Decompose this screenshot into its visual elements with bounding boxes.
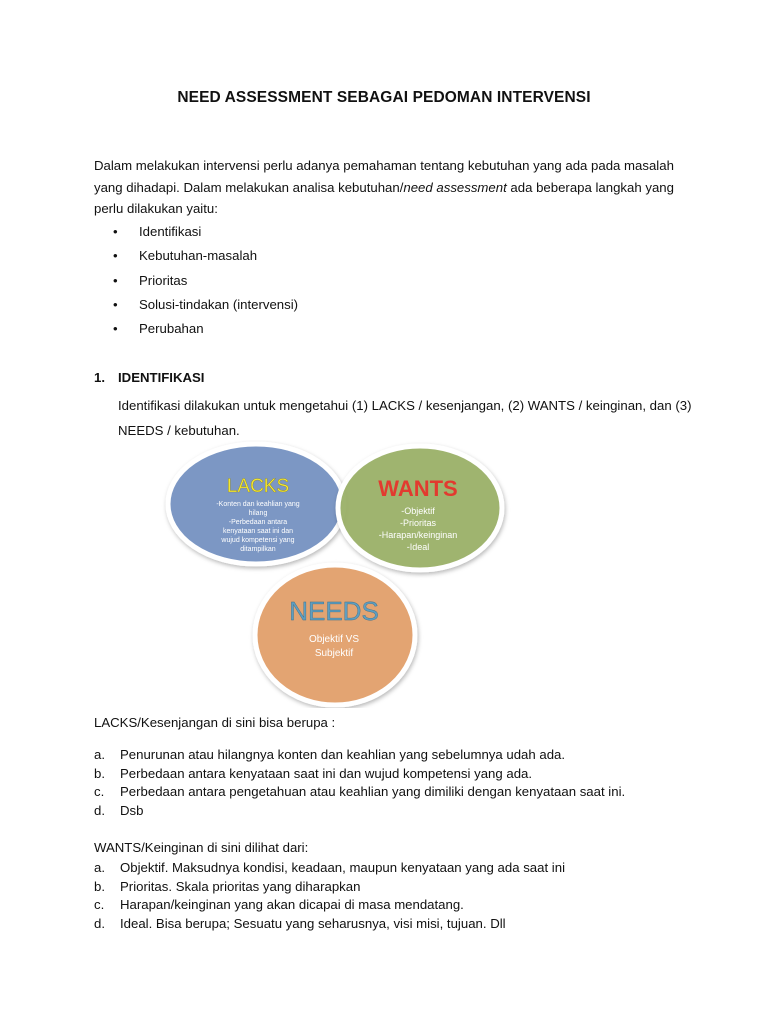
venn-lacks-line: -Konten dan keahlian yang	[216, 501, 300, 508]
steps-list	[113, 222, 298, 343]
list-item: • Solusi-tindakan (intervensi)	[113, 295, 298, 319]
list-item: • Perubahan	[113, 319, 298, 343]
bullet-icon: •	[113, 248, 118, 264]
bullet-icon: •	[113, 321, 118, 337]
intro-text-1: Dalam melakukan intervensi perlu adanya pemahaman tentang kebutuhan yang ada pada masalah yang dihadapi. Dalam melakukan analisa kebutuhan/	[94, 158, 674, 195]
list-item: • Kebutuhan-masalah	[113, 246, 298, 270]
venn-needs-line: Objektif VS	[308, 634, 360, 645]
venn-lacks-label: LACKS	[226, 476, 290, 497]
list-item: d. Ideal. Bisa berupa; Sesuatu yang seharusnya, visi misi, tujuan. Dll	[94, 915, 506, 931]
section-body: Identifikasi dilakukan untuk mengetahui (1) LACKS / kesenjangan, (2) WANTS / keinginan, dan (3) NEEDS / kebutuhan.	[118, 398, 692, 438]
list-item: c. Harapan/keinginan yang akan dicapai di masa mendatang.	[94, 897, 464, 912]
intro-paragraph	[94, 155, 694, 220]
bullet-icon: •	[113, 272, 118, 288]
list-item: a. Penurunan atau hilangnya konten dan keahlian yang sebelumnya udah ada.	[94, 747, 566, 762]
wants-heading: WANTS/Keinginan di sini dilihat dari:	[94, 840, 309, 855]
list-item: b. Perbedaan antara kenyataan saat ini dan wujud kompetensi yang ada.	[94, 765, 533, 781]
bullet-icon: •	[113, 224, 118, 239]
venn-lacks-line: hilang	[248, 510, 268, 517]
venn-needs-line: Subjektif	[314, 648, 354, 659]
venn-lacks-line: wujud kompetensi yang	[221, 537, 295, 544]
wants-list	[94, 859, 565, 933]
section-number: 1.	[94, 370, 105, 385]
lacks-list	[94, 746, 625, 820]
list-item: c. Perbedaan antara pengetahuan atau keahlian yang dimiliki dengan kenyataan saat ini.	[94, 784, 626, 799]
venn-wants-line: -Harapan/keinginan	[378, 530, 458, 540]
document-title: NEED ASSESSMENT SEBAGAI PEDOMAN INTERVENSI	[177, 89, 591, 106]
list-item: a. Objektif. Maksudnya kondisi, keadaan, maupun kenyataan yang ada saat ini	[94, 860, 565, 875]
bullet-icon: •	[113, 296, 118, 312]
venn-wants-line: -Objektif	[401, 506, 435, 516]
list-item: • Prioritas	[113, 271, 298, 295]
venn-diagram	[160, 440, 520, 708]
intro-text-2: ada beberapa langkah yang perlu dilakukan yaitu:	[94, 179, 674, 216]
list-item: b. Prioritas. Skala prioritas yang diharapkan	[94, 878, 361, 894]
section-title: IDENTIFIKASI	[118, 370, 205, 385]
list-item: d. Dsb	[94, 802, 144, 818]
venn-needs-label: NEEDS	[289, 596, 379, 626]
venn-wants-line: -Prioritas	[399, 518, 437, 528]
venn-lacks-line: ditampilkan	[240, 546, 276, 553]
venn-lacks-line: -Perbedaan antara	[228, 519, 288, 526]
venn-wants-line: -Ideal	[406, 542, 430, 552]
intro-text-italic: need assessment	[403, 179, 507, 195]
section-heading	[94, 370, 204, 385]
venn-lacks-line: kenyataan saat ini dan	[222, 528, 294, 535]
venn-wants-label: WANTS	[378, 476, 458, 501]
lacks-heading: LACKS/Kesenjangan di sini bisa berupa :	[94, 715, 336, 730]
list-item: • Identifikasi	[113, 222, 298, 246]
